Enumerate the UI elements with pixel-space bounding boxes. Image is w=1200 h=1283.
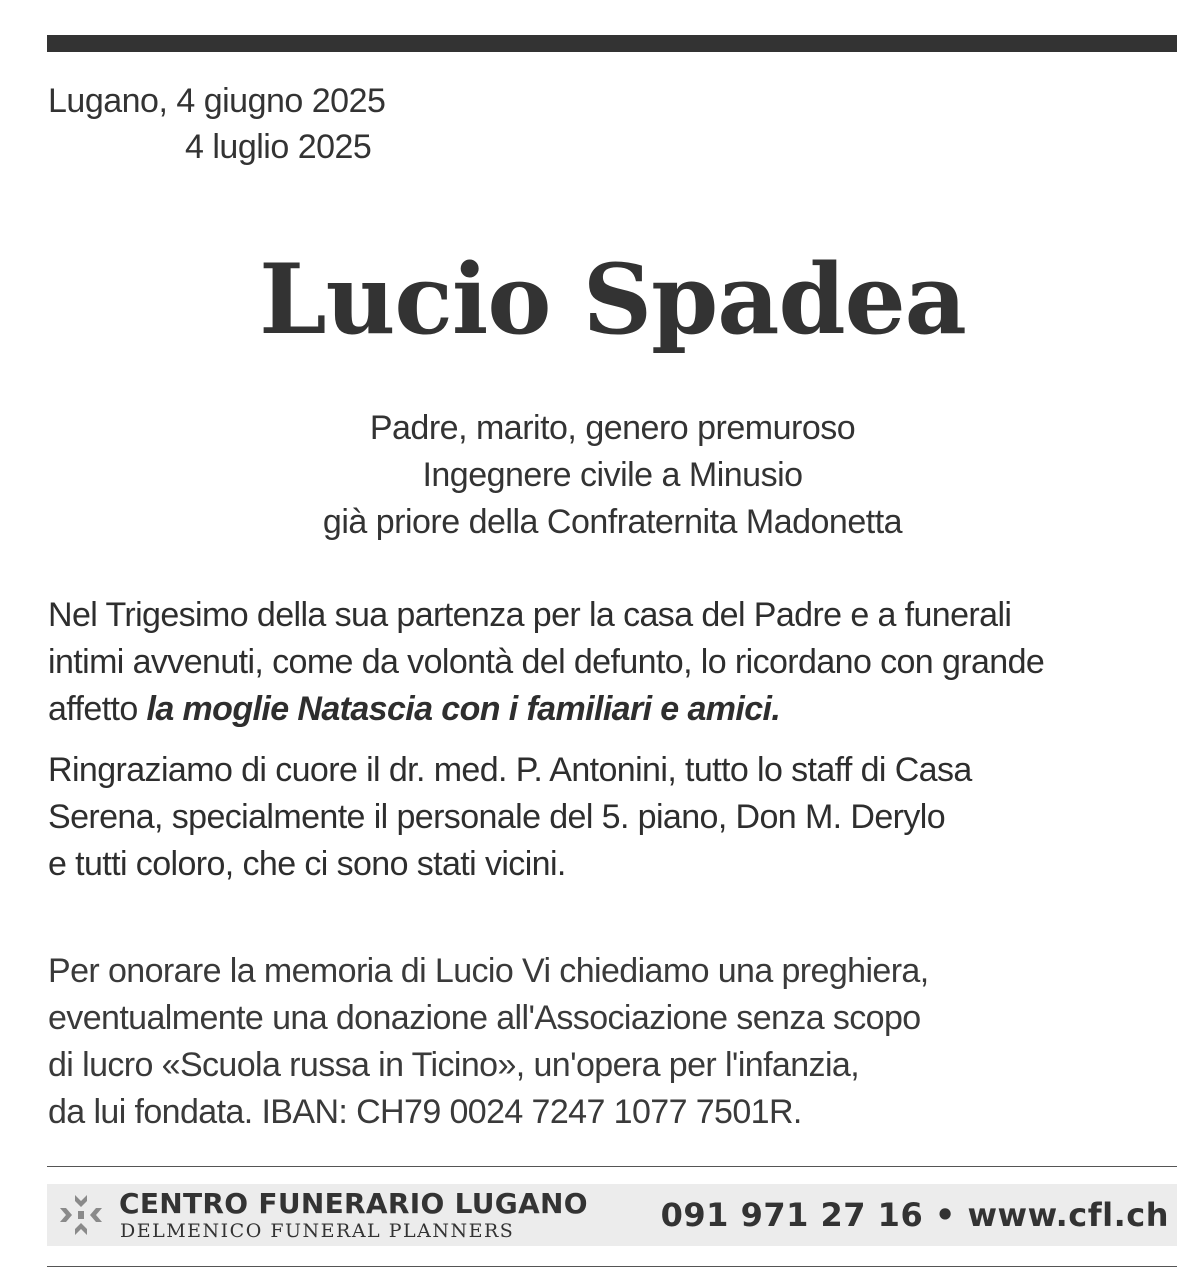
donation-line-4: da lui fondata. IBAN: CH79 0024 7247 1077 7501R. <box>48 1093 802 1131</box>
funeral-cross-logo-icon <box>57 1192 105 1238</box>
mourners-names: la moglie Natascia con i familiari e amici. <box>146 690 781 728</box>
announcement-line-2: intimi avvenuti, come da volontà del defunto, lo ricordano con grande <box>48 643 1045 681</box>
date-line-2: 4 luglio 2025 <box>185 128 372 166</box>
funeral-home-subtitle: DELMENICO FUNERAL PLANNERS <box>120 1220 515 1242</box>
date-line-1: Lugano, 4 giugno 2025 <box>48 82 386 120</box>
thanks-line-3: e tutti coloro, che ci sono stati vicini. <box>48 845 566 883</box>
funeral-home-footer <box>47 1184 1177 1246</box>
thanks-paragraph <box>48 747 1178 888</box>
deceased-name: Lucio Spadea <box>259 243 966 356</box>
description-line-1: Padre, marito, genero premuroso <box>369 409 856 447</box>
announcement-line-3 <box>48 686 1178 733</box>
announcement-line-1: Nel Trigesimo della sua partenza per la casa del Padre e a funerali <box>48 596 1012 634</box>
funeral-home-contact: 091 971 27 16 • www.cfl.ch <box>660 1196 1169 1234</box>
footer-bottom-rule <box>47 1266 1177 1267</box>
description-line-2: Ingegnere civile a Minusio <box>422 456 803 494</box>
footer-top-rule <box>47 1166 1177 1167</box>
deceased-description <box>0 405 1200 546</box>
thanks-line-1: Ringraziamo di cuore il dr. med. P. Antonini, tutto lo staff di Casa <box>48 751 972 789</box>
funeral-home-name: CENTRO FUNERARIO LUGANO <box>119 1187 588 1220</box>
donation-line-2: eventualmente una donazione all'Associazione senza scopo <box>48 999 921 1037</box>
description-line-3: già priore della Confraternita Madonetta <box>322 503 903 541</box>
donation-paragraph <box>48 948 1178 1136</box>
top-divider-bar <box>47 35 1177 52</box>
announcement-paragraph <box>48 592 1178 733</box>
announcement-line-3-prefix: affetto <box>48 690 147 728</box>
donation-line-1: Per onorare la memoria di Lucio Vi chiediamo una preghiera, <box>48 952 929 990</box>
donation-line-3: di lucro «Scuola russa in Ticino», un'opera per l'infanzia, <box>48 1046 860 1084</box>
thanks-line-2: Serena, specialmente il personale del 5. piano, Don M. Derylo <box>48 798 946 836</box>
dates-block <box>48 78 385 170</box>
